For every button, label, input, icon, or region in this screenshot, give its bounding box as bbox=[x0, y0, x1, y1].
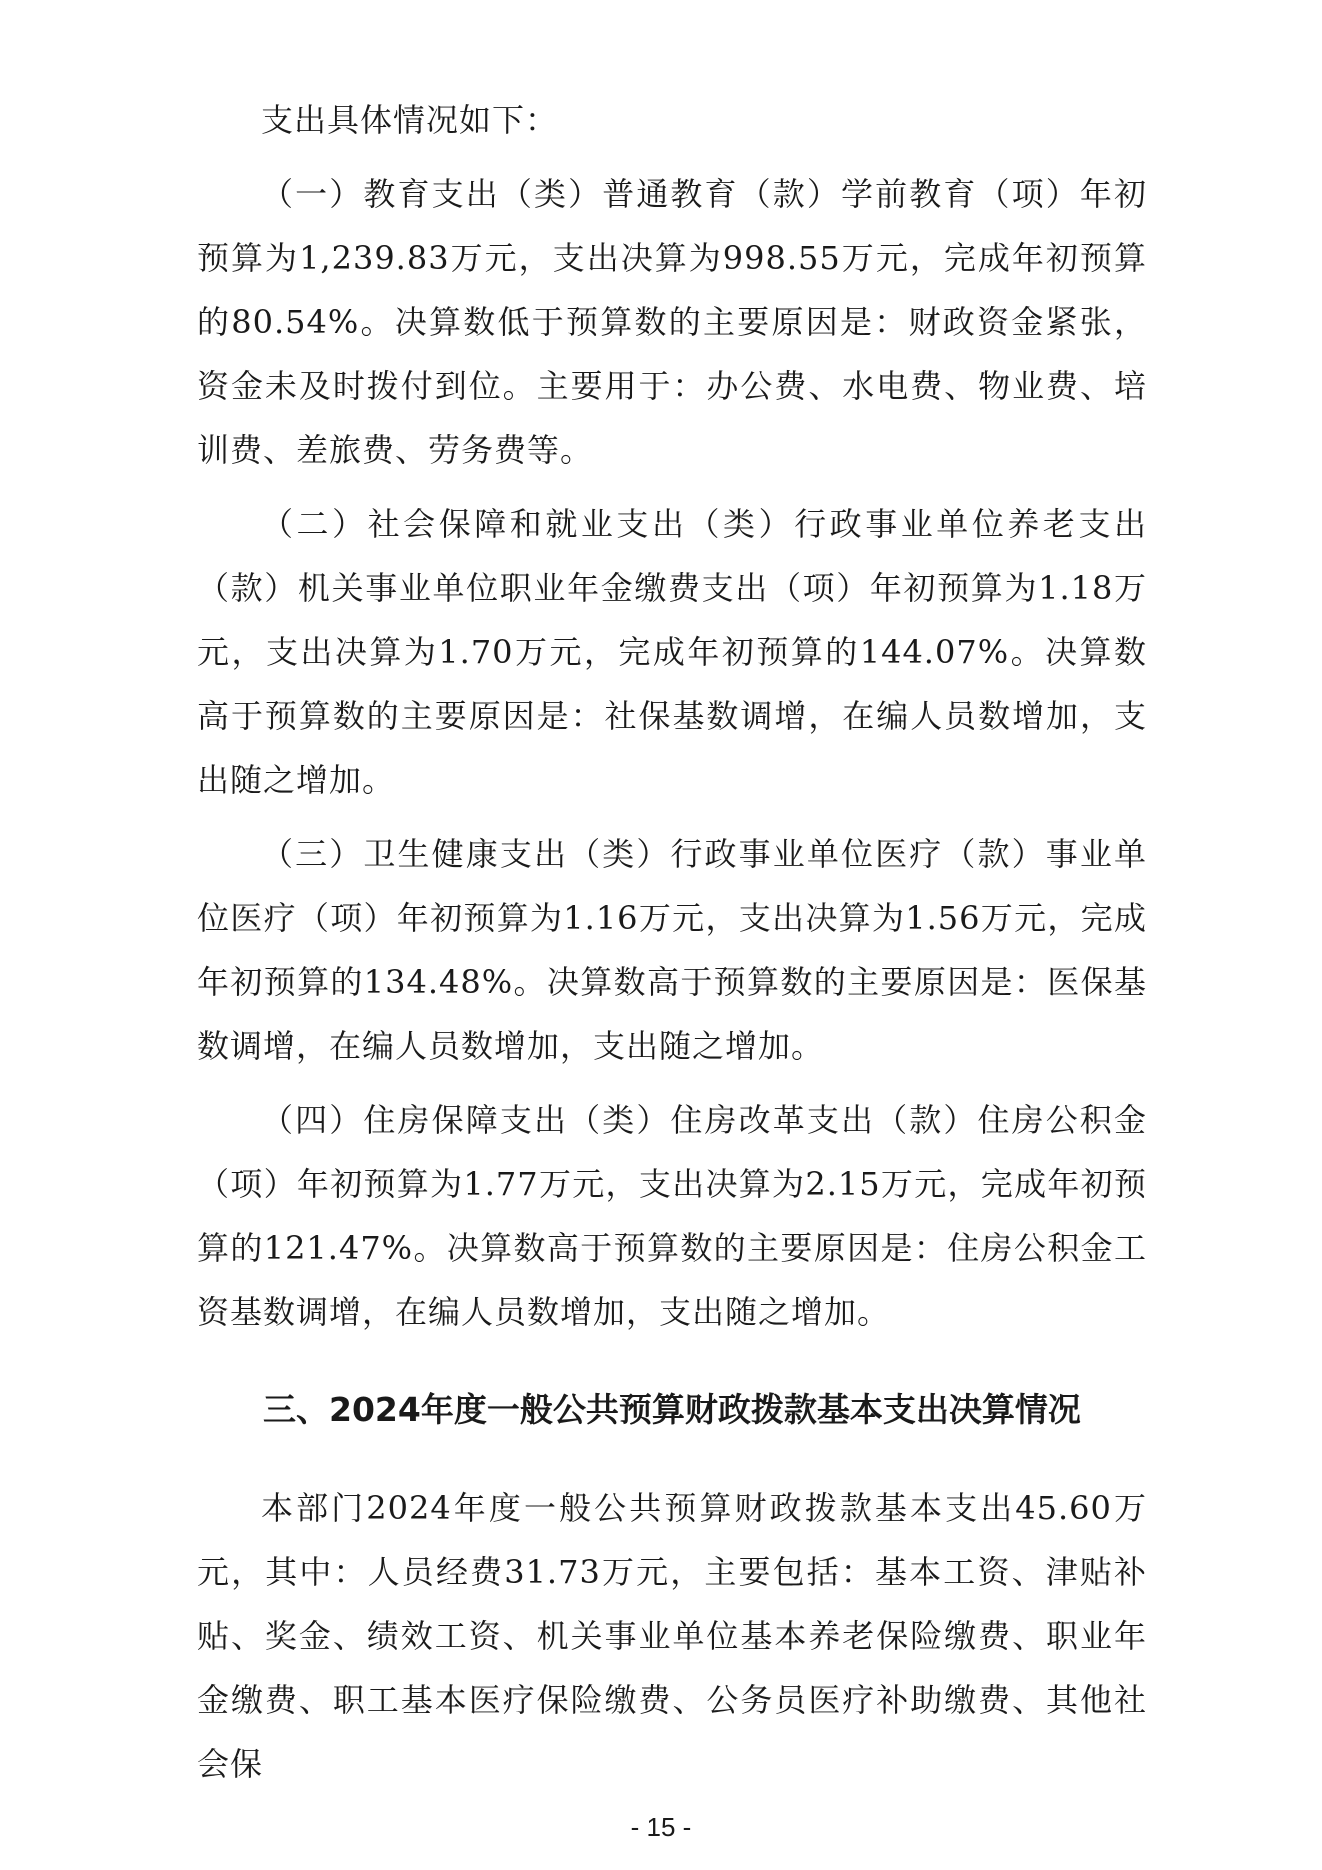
social-security-expense-paragraph: （二）社会保障和就业支出（类）行政事业单位养老支出（款）机关事业单位职业年金缴费支出（项）年初预算为1.18万元，支出决算为1.70万元，完成年初预算的144.07%。决算数高于预算数的主要原因是：社保基数调增，在编人员数增加，支出随之增加。 bbox=[197, 505, 1147, 799]
section-heading: 三、2024年度一般公共预算财政拨款基本支出决算情况 bbox=[263, 1390, 1081, 1429]
housing-expense-paragraph: （四）住房保障支出（类）住房改革支出（款）住房公积金（项）年初预算为1.77万元，支出决算为2.15万元，完成年初预算的121.47%。决算数高于预算数的主要原因是：住房公积金工资基数调增，在编人员数增加，支出随之增加。 bbox=[197, 1101, 1147, 1331]
health-expense-paragraph: （三）卫生健康支出（类）行政事业单位医疗（款）事业单位医疗（项）年初预算为1.16万元，支出决算为1.56万元，完成年初预算的134.48%。决算数高于预算数的主要原因是：医保基数调增，在编人员数增加，支出随之增加。 bbox=[197, 835, 1147, 1065]
basic-expense-paragraph: 本部门2024年度一般公共预算财政拨款基本支出45.60万元，其中：人员经费31.73万元，主要包括：基本工资、津贴补贴、奖金、绩效工资、机关事业单位基本养老保险缴费、职业年金缴费、职工基本医疗保险缴费、公务员医疗补助缴费、其他社会保 bbox=[197, 1489, 1147, 1783]
education-expense-paragraph: （一）教育支出（类）普通教育（款）学前教育（项）年初预算为1,239.83万元，支出决算为998.55万元，完成年初预算的80.54%。决算数低于预算数的主要原因是：财政资金紧张，资金未及时拨付到位。主要用于：办公费、水电费、物业费、培训费、差旅费、劳务费等。 bbox=[197, 175, 1147, 469]
intro-paragraph: 支出具体情况如下： bbox=[261, 101, 559, 139]
page-number: - 15 - bbox=[630, 1812, 692, 1842]
document-page bbox=[197, 88, 1147, 1796]
